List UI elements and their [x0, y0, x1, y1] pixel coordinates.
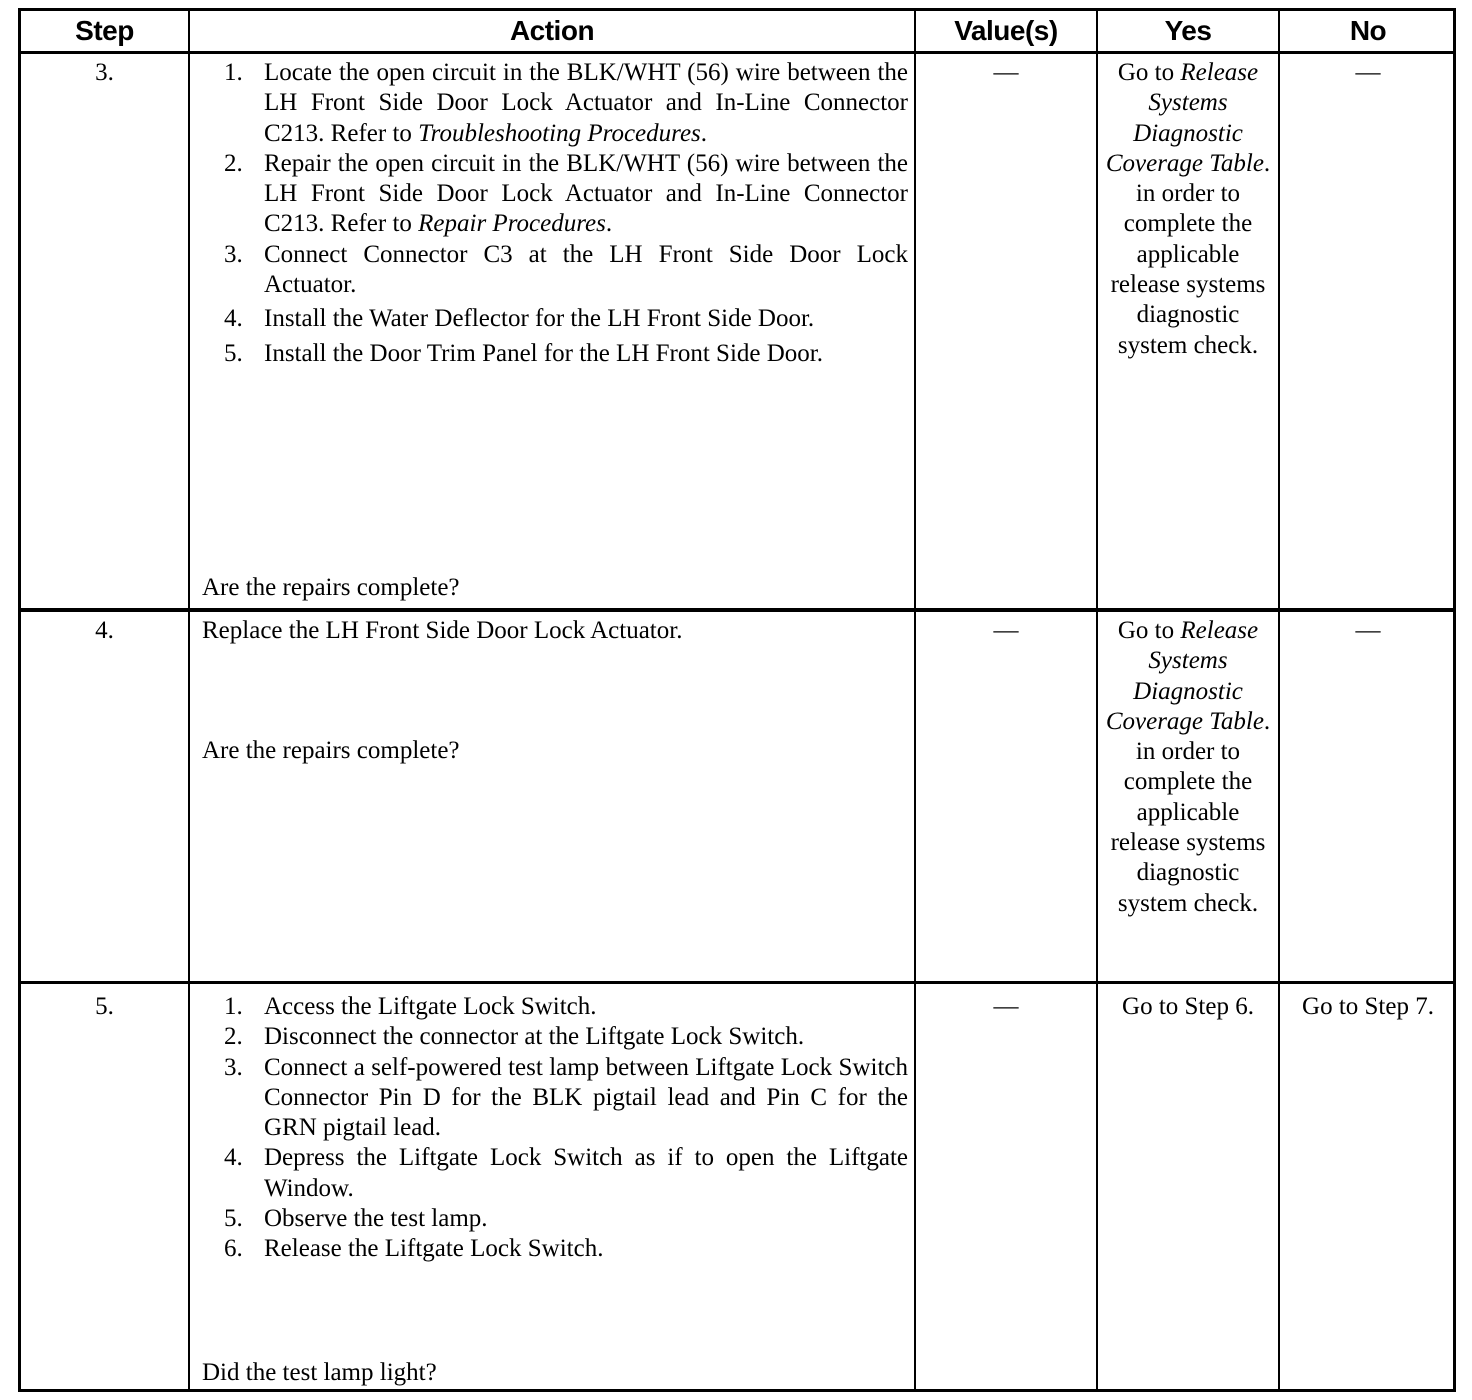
values-cell: —: [993, 59, 1019, 86]
action-steps-list: [202, 992, 908, 1265]
action-question: Are the repairs complete?: [202, 737, 460, 764]
step-text: Observe the test lamp.: [264, 1205, 488, 1233]
no-cell: —: [1355, 617, 1381, 644]
values-cell: —: [993, 993, 1019, 1020]
step-text: Connect Connector C3 at the LH Front Side Door Lock Actuator.: [264, 240, 908, 299]
header-values: Value(s): [954, 15, 1058, 46]
step-index: 4.: [224, 305, 243, 333]
column-divider: [914, 11, 916, 1389]
step-index: 6.: [224, 1235, 243, 1263]
action-step: [202, 1143, 908, 1204]
yes-text: Go to: [1117, 59, 1181, 86]
action-step: [202, 1053, 908, 1144]
action-step: [202, 339, 908, 369]
yes-cell: [1104, 616, 1272, 919]
step-index: 3.: [224, 240, 243, 268]
step-text: Access the Liftgate Lock Switch.: [264, 993, 597, 1020]
header-divider: [21, 51, 1453, 54]
step-index: 4.: [224, 1144, 243, 1172]
step-text: Install the Door Trim Panel for the LH Front Side Door.: [264, 339, 823, 367]
yes-text: . in order to complete the applicable release systems diagnostic system check.: [1110, 149, 1271, 359]
coverage-table-link[interactable]: Release Systems Diagnostic Coverage Table: [1105, 617, 1264, 735]
repair-procedures-ref: Repair Procedures: [418, 210, 606, 238]
step-index: 2.: [224, 1023, 243, 1051]
no-cell: Go to Step 7.: [1302, 993, 1434, 1020]
header-yes: Yes: [1164, 15, 1212, 46]
yes-cell: [1104, 58, 1272, 361]
action-step: [202, 1204, 908, 1234]
column-divider: [1278, 11, 1280, 1389]
step-text: Release the Liftgate Lock Switch.: [264, 1235, 604, 1263]
step-text: Depress the Liftgate Lock Switch as if to open the Liftgate Window.: [264, 1144, 908, 1202]
action-steps-list: [202, 58, 908, 369]
action-step: [202, 149, 908, 240]
step-text: Connect a self-powered test lamp between Liftgate Lock Switch Connector Pin D for the BLK pigtail lead and Pin C for the GRN pigtail lead.: [264, 1053, 908, 1142]
step-text: Repair the open circuit in the BLK/WHT (56) wire between the LH Front Side Door Lock Actuator and In-Line Connector C213. Refer to: [264, 149, 908, 238]
yes-cell: Go to Step 6.: [1122, 993, 1254, 1020]
action-text: Replace the LH Front Side Door Lock Actuator.: [202, 617, 683, 644]
yes-text: Go to: [1117, 617, 1181, 644]
no-cell: —: [1355, 59, 1381, 86]
action-step: [202, 304, 908, 334]
step-number: 4.: [95, 617, 114, 644]
action-step: [202, 240, 908, 301]
yes-text: . in order to complete the applicable release systems diagnostic system check.: [1110, 707, 1271, 917]
column-divider: [188, 11, 190, 1389]
header-step: Step: [75, 15, 134, 46]
action-step: [202, 992, 908, 1022]
step-index: 1.: [224, 59, 243, 86]
coverage-table-link[interactable]: Release Systems Diagnostic Coverage Table: [1105, 59, 1264, 177]
step-index: 2.: [224, 149, 243, 177]
step-index: 3.: [224, 1053, 243, 1081]
step-text: Locate the open circuit in the BLK/WHT (56) wire between the LH Front Side Door Lock Actuator and In-Line Connector C213. Refer to: [264, 59, 908, 147]
troubleshooting-procedures-ref: Troubleshooting Procedures: [418, 119, 701, 147]
step-text: Disconnect the connector at the Liftgate Lock Switch.: [264, 1023, 805, 1051]
action-cell: [202, 992, 908, 1388]
step-index: 5.: [224, 339, 243, 367]
step-text: .: [700, 119, 708, 147]
action-step: [202, 1234, 908, 1264]
row-divider: [21, 981, 1453, 984]
action-question: Are the repairs complete?: [202, 574, 460, 601]
action-cell: [202, 616, 908, 978]
step-text: Install the Water Deflector for the LH Front Side Door.: [264, 305, 815, 333]
step-text: .: [605, 210, 613, 238]
header-no: No: [1349, 15, 1387, 46]
action-step: [202, 58, 908, 149]
values-cell: —: [993, 617, 1019, 644]
step-index: 1.: [224, 993, 243, 1020]
column-divider: [1096, 11, 1098, 1389]
step-number: 5.: [95, 993, 114, 1020]
header-action: Action: [509, 15, 595, 46]
action-cell: [202, 58, 908, 606]
diagnostic-table: [18, 8, 1456, 1392]
action-question: Did the test lamp light?: [202, 1359, 437, 1386]
row-divider: [21, 608, 1453, 612]
action-step: [202, 1022, 908, 1052]
step-index: 5.: [224, 1205, 243, 1233]
step-number: 3.: [95, 59, 114, 86]
